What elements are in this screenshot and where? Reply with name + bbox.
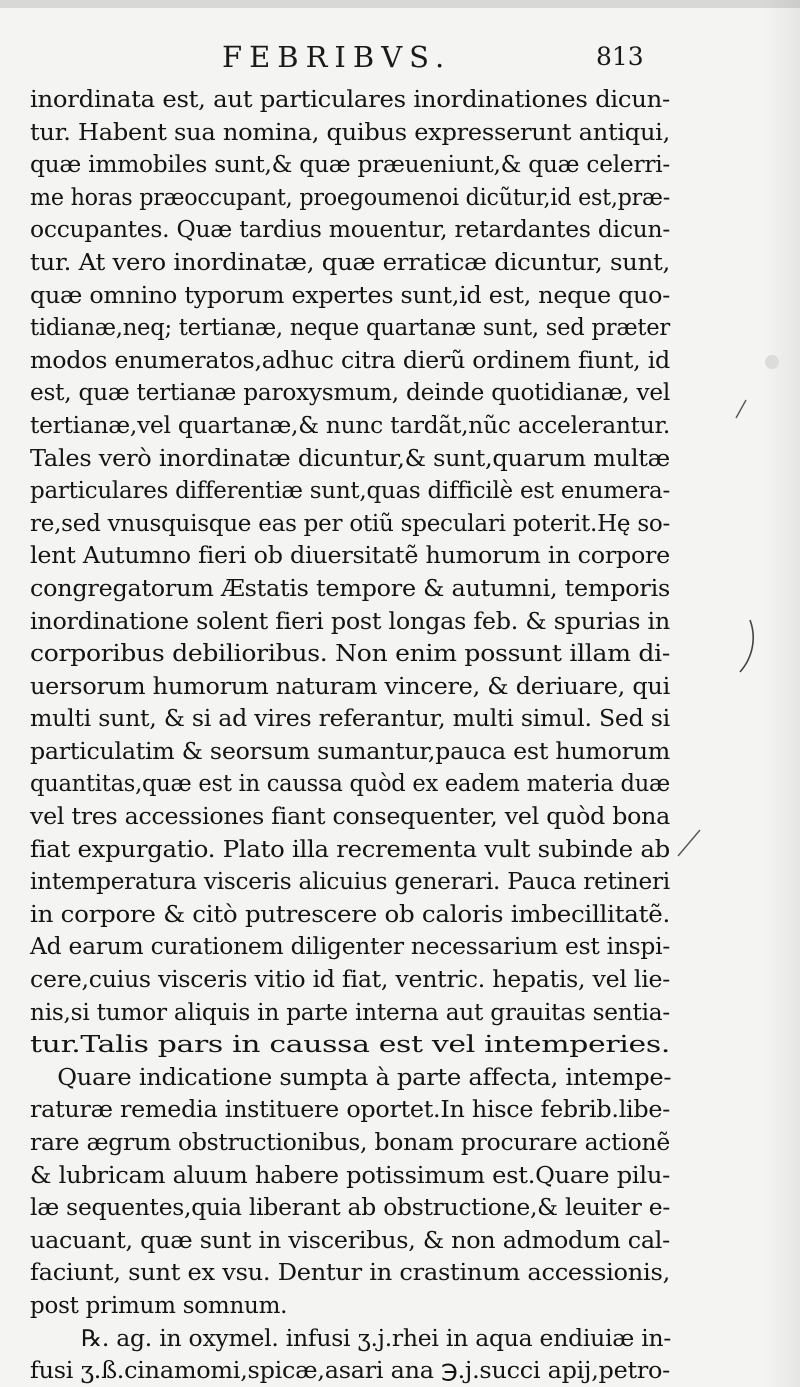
text-line: uacuant, quæ sunt in visceribus, & non admodum cal- (30, 1227, 670, 1254)
text-line: cere,cuius visceris vitio id fiat, ventric. hepatis, vel lie- (30, 967, 670, 994)
text-line: tidianæ,neq; tertianæ, neque quartanæ sunt, sed præter (30, 315, 671, 342)
text-line: est, quæ tertianæ paroxysmum, deinde quotidianæ, vel (30, 380, 671, 407)
text-line: inordinatione solent fieri post longas feb. & spurias in (30, 608, 671, 635)
text-line: particulatim & seorsum sumantur,pauca est humorum (30, 738, 670, 765)
margin-stroke-mark (676, 828, 702, 858)
text-line: rare ægrum obstructionibus, bonam procurare actionẽ (30, 1130, 671, 1156)
recipe-line: ℞. ag. in oxymel. infusi ʒ.j.rhei in aqua endiuiæ in- (81, 1325, 672, 1352)
text-line: particulares differentiæ sunt,quas difficilè est enumera- (30, 478, 670, 505)
page-number: 813 (596, 42, 644, 71)
text-line: faciunt, sunt ex vsu. Dentur in crastinum accessionis, (30, 1260, 670, 1287)
text-line: me horas præoccupant, proegoumenoi dicũtur,id est,præ- (30, 184, 670, 211)
paragraph-start-line: Quare indicatione sumpta à parte affecta, intempe- (57, 1064, 672, 1091)
text-line: quæ immobiles sunt,& quæ præueniunt,& quæ celerri- (30, 152, 671, 179)
text-line: congregatorum Æstatis tempore & autumni, temporis (30, 575, 670, 602)
text-line: modos enumeratos,adhuc citra dierũ ordinem fiunt, id (30, 347, 670, 374)
text-line: post primum somnum. (30, 1292, 288, 1319)
text-line: tertianæ,vel quartanæ,& nunc tardãt,nũc accelerantur. (30, 412, 670, 439)
page-top-edge (0, 0, 800, 8)
margin-stroke-mark (734, 398, 748, 420)
body-text (30, 84, 670, 1387)
text-line: vel tres accessiones fiant consequenter, vel quòd bona (30, 804, 670, 831)
text-line: tur. Habent sua nomina, quibus expresserunt antiqui, (30, 119, 671, 146)
text-line: tur. At vero inordinatæ, quæ erraticæ dicuntur, sunt, (30, 249, 671, 276)
text-line: in corpore & citò putrescere ob caloris imbecillitatẽ. (30, 901, 671, 928)
text-line: intemperatura visceris alicuius generari. Pauca retineri (30, 869, 670, 896)
text-line: quantitas,quæ est in caussa quòd ex eadem materia duæ (30, 771, 670, 798)
text-line: tur.Talis pars in caussa est vel intemperies. (30, 1032, 671, 1059)
text-line: & lubricam aluum habere potissimum est.Quare pilu- (30, 1162, 671, 1189)
text-line: quæ omnino typorum expertes sunt,id est, neque quo- (30, 282, 670, 309)
text-line: raturæ remedia instituere oportet.In hisce febrib.libe- (30, 1097, 671, 1124)
running-title: FEBRIBVS. (222, 40, 452, 74)
text-line: Tales verò inordinatæ dicuntur,& sunt,quarum multæ (30, 445, 670, 472)
text-line: lent Autumno fieri ob diuersitatẽ humorum in corpore (30, 543, 670, 570)
recipe-line: fusi ʒ.ß.cinamomi,spicæ,asari ana ℈.j.succi apij,petro- (30, 1358, 671, 1385)
stain-dot (762, 352, 782, 372)
text-line: nis,si tumor aliquis in parte interna aut grauitas sentia- (30, 999, 670, 1026)
text-line: læ sequentes,quia liberant ab obstructione,& leuiter e- (30, 1195, 671, 1222)
text-line: fiat expurgatio. Plato illa recrementa vult subinde ab (30, 836, 670, 863)
text-line: inordinata est, aut particulares inordinationes dicun- (30, 87, 671, 113)
text-line: Ad earum curationem diligenter necessarium est inspi- (30, 934, 671, 961)
text-line: occupantes. Quæ tardius mouentur, retardantes dicun- (30, 217, 671, 244)
text-line: re,sed vnusquisque eas per otiũ speculari poterit.Hę so- (30, 510, 671, 537)
text-line: uersorum humorum naturam vincere, & deriuare, qui (30, 673, 670, 700)
running-head (0, 40, 800, 86)
margin-bracket-mark (736, 618, 758, 674)
text-line: corporibus debilioribus. Non enim possunt illam di- (30, 641, 671, 668)
text-line: multi sunt, & si ad vires referantur, multi simul. Sed si (30, 706, 670, 733)
page-gutter-shadow (764, 0, 800, 1387)
